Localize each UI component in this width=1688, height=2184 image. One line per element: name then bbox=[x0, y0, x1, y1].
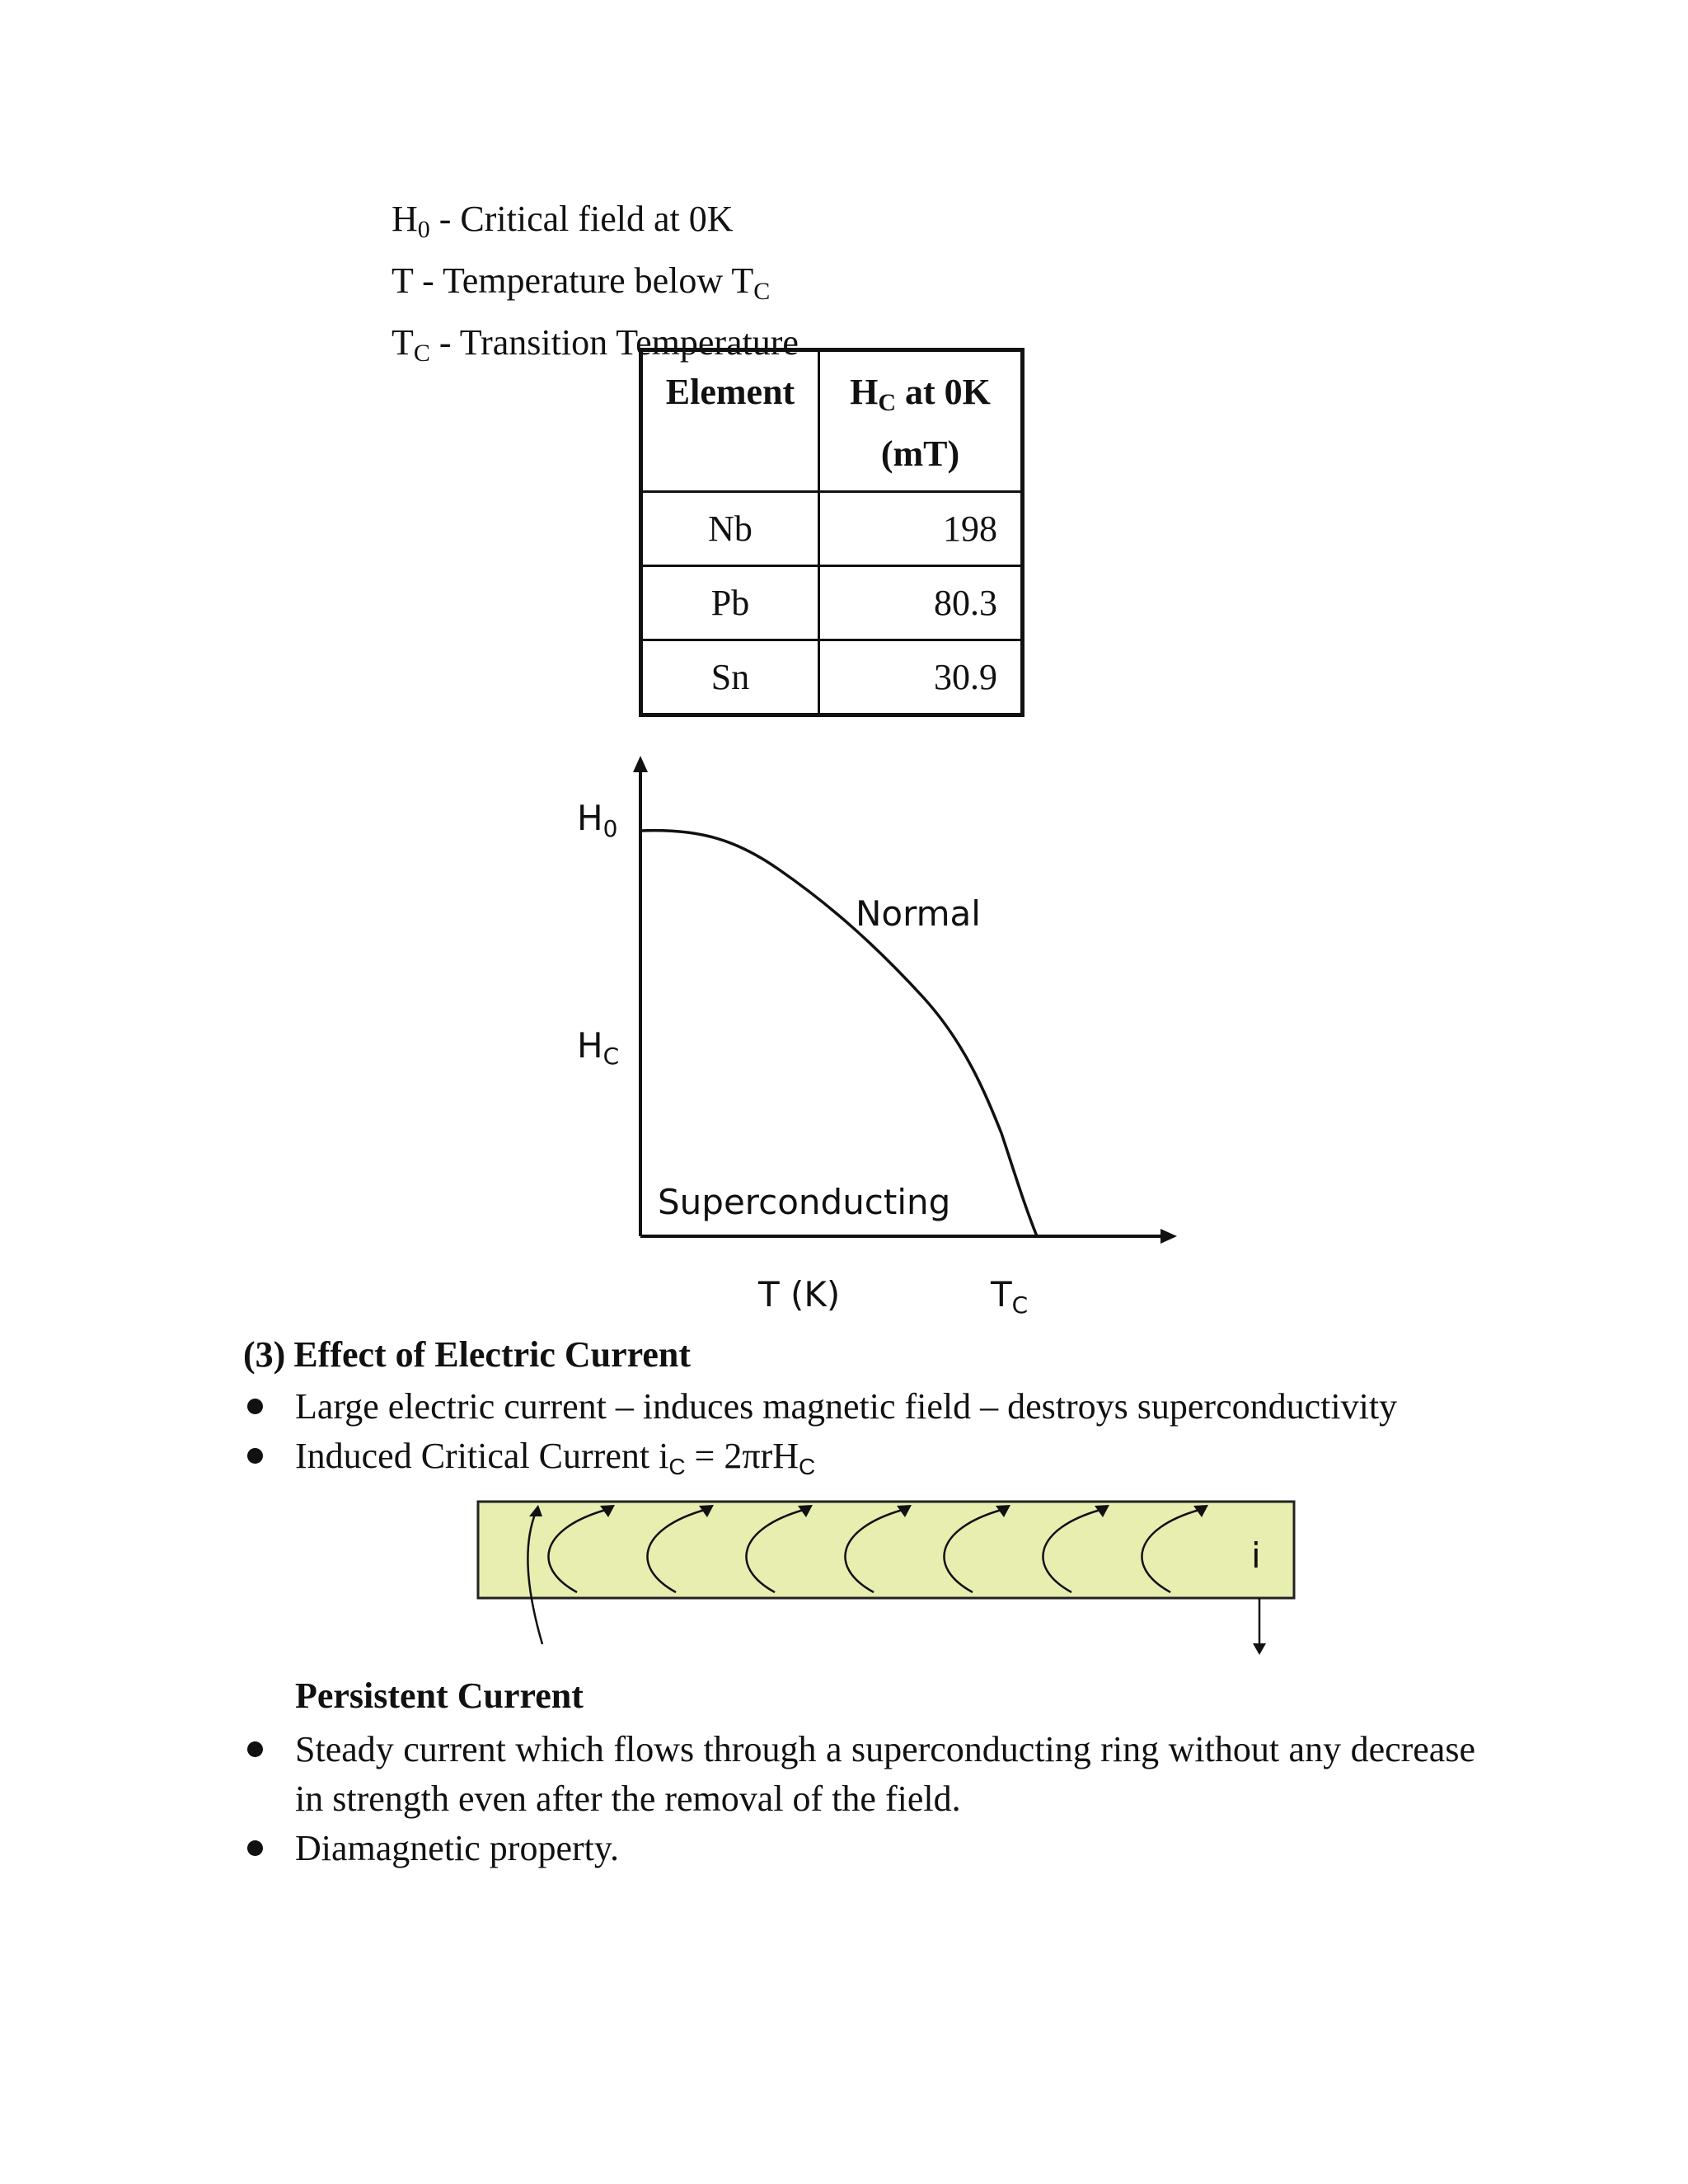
cell-value: 198 bbox=[819, 492, 1023, 566]
bullet-dot bbox=[247, 1448, 263, 1464]
cell-value: 30.9 bbox=[819, 640, 1023, 715]
table-row bbox=[641, 566, 1023, 640]
x-axis-arrow bbox=[1160, 1229, 1177, 1244]
list-item: Steady current which flows through a superconducting ring without any decrease in strength even after the removal of the field. bbox=[247, 1725, 1475, 1824]
header-hc: $H_C$ at 0K (mT) bbox=[819, 350, 1023, 492]
current-field-diagram bbox=[470, 1492, 1311, 1673]
table-row bbox=[641, 492, 1023, 566]
critical-field-table bbox=[639, 348, 1025, 717]
definition-tc: $T_C$ - Transition Temperature bbox=[392, 322, 799, 367]
y-label-hc: HC bbox=[577, 1025, 620, 1070]
table-header-row bbox=[641, 350, 1023, 492]
list-item: Induced Critical Current iC = 2πrHC bbox=[247, 1432, 1484, 1492]
bullet-dot bbox=[247, 1399, 263, 1414]
current-label: i bbox=[1251, 1535, 1261, 1576]
y-axis-arrow bbox=[633, 756, 648, 772]
list-item: Large electric current – induces magnetic field – destroys superconductivity bbox=[247, 1382, 1484, 1432]
table-row bbox=[641, 640, 1023, 715]
cell-value: 80.3 bbox=[819, 566, 1023, 640]
persistent-current-title: Persistent Current bbox=[295, 1675, 584, 1716]
region-superconducting-label: Superconducting bbox=[658, 1182, 951, 1222]
region-normal-label: Normal bbox=[856, 893, 981, 934]
lead-out-arrow bbox=[1253, 1643, 1266, 1655]
bullet-dot bbox=[247, 1840, 263, 1856]
list-item: Diamagnetic property. bbox=[247, 1824, 1475, 1873]
cell-element: Sn bbox=[641, 640, 819, 715]
cell-element: Nb bbox=[641, 492, 819, 566]
x-mark-tc: TC bbox=[991, 1274, 1029, 1319]
section-heading: (3) Effect of Electric Current bbox=[243, 1334, 692, 1375]
critical-field-graph bbox=[560, 746, 1187, 1327]
definition-t: T - Temperature below $T_C$ bbox=[392, 260, 771, 305]
critical-field-curve bbox=[640, 831, 1037, 1236]
y-label-h0: H0 bbox=[577, 798, 618, 842]
bullet-dot bbox=[247, 1741, 263, 1757]
cell-element: Pb bbox=[641, 566, 819, 640]
header-element: Element bbox=[641, 350, 819, 492]
definition-h0: $H_0$ - Critical field at 0K bbox=[392, 199, 734, 243]
section3-bullets bbox=[247, 1382, 1484, 1492]
x-axis-label: T (K) bbox=[758, 1274, 841, 1315]
persistent-bullets bbox=[247, 1725, 1475, 1873]
